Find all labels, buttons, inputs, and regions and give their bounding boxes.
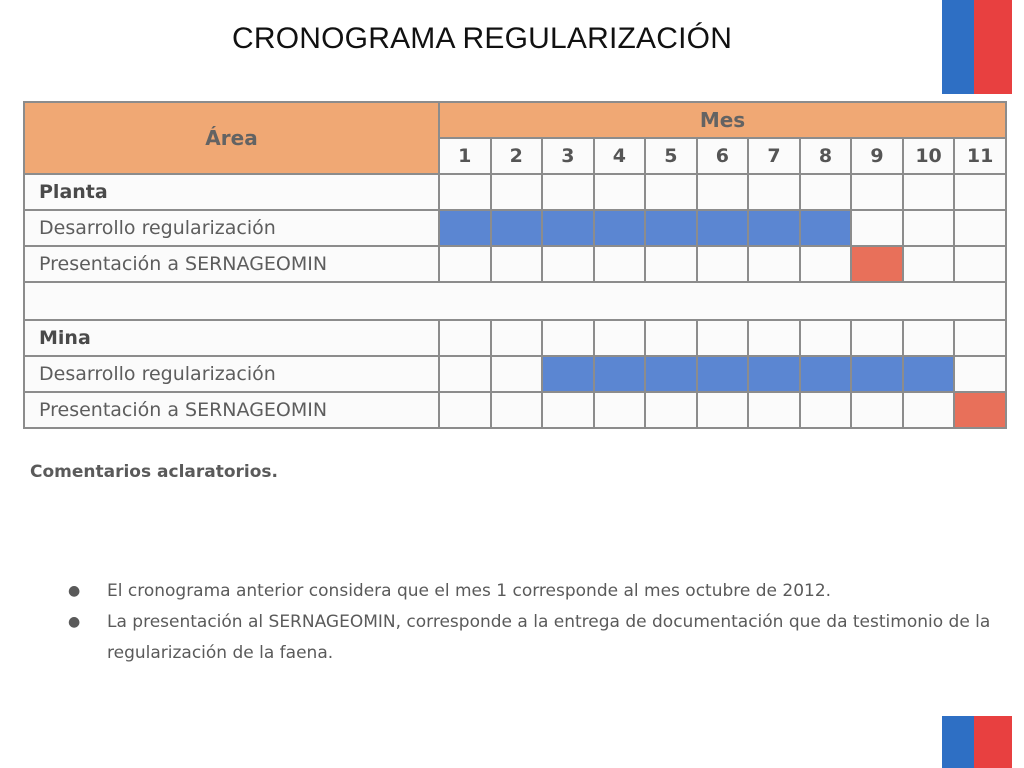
gantt-bar-cell <box>800 356 852 392</box>
month-cell <box>851 174 903 210</box>
month-cell <box>439 392 491 428</box>
month-cell <box>800 174 852 210</box>
gantt-bar-cell <box>645 356 697 392</box>
month-cell <box>954 320 1006 356</box>
month-number: 9 <box>851 138 903 174</box>
month-cell <box>748 174 800 210</box>
flag-red-stripe <box>974 0 1012 94</box>
month-cell <box>439 174 491 210</box>
month-number: 4 <box>594 138 646 174</box>
flag-logo-top <box>942 0 1012 94</box>
month-cell <box>697 392 749 428</box>
flag-blue-stripe <box>942 716 974 768</box>
month-cell <box>542 392 594 428</box>
comments-list <box>62 576 992 669</box>
month-cell <box>851 210 903 246</box>
section-label: Planta <box>24 174 439 210</box>
activity-row <box>24 356 1006 392</box>
month-cell <box>800 392 852 428</box>
activity-label: Presentación a SERNAGEOMIN <box>24 392 439 428</box>
month-cell <box>645 392 697 428</box>
activity-label: Presentación a SERNAGEOMIN <box>24 246 439 282</box>
schedule-table <box>23 101 1007 429</box>
month-cell <box>491 174 543 210</box>
month-cell <box>748 246 800 282</box>
month-number: 1 <box>439 138 491 174</box>
gantt-bar-cell <box>439 210 491 246</box>
month-cell <box>594 320 646 356</box>
comment-text: El cronograma anterior considera que el mes 1 corresponde al mes octubre de 2012. <box>107 581 832 601</box>
gantt-bar-cell <box>645 210 697 246</box>
month-cell <box>903 392 955 428</box>
month-cell <box>491 356 543 392</box>
spacer-cell <box>24 282 1006 320</box>
gantt-bar-cell <box>800 210 852 246</box>
activity-label: Desarrollo regularización <box>24 356 439 392</box>
month-cell <box>748 392 800 428</box>
month-cell <box>800 320 852 356</box>
month-cell <box>645 174 697 210</box>
month-cell <box>439 356 491 392</box>
activity-row <box>24 392 1006 428</box>
gantt-bar-cell <box>697 210 749 246</box>
month-cell <box>645 320 697 356</box>
header-row-1 <box>24 102 1006 138</box>
activity-label: Desarrollo regularización <box>24 210 439 246</box>
activity-row <box>24 246 1006 282</box>
comment-item <box>62 607 992 669</box>
mes-header: Mes <box>439 102 1006 138</box>
gantt-bar-cell <box>851 356 903 392</box>
flag-red-stripe <box>974 716 1012 768</box>
month-number: 10 <box>903 138 955 174</box>
gantt-bar-cell <box>697 356 749 392</box>
bullet-icon: ● <box>68 583 81 599</box>
month-cell <box>851 392 903 428</box>
month-cell <box>594 174 646 210</box>
comment-text: La presentación al SERNAGEOMIN, corresponde a la entrega de documentación que da testimonio de la regularización de la faena. <box>107 612 991 663</box>
section-row-mina <box>24 320 1006 356</box>
gantt-bar-cell <box>594 356 646 392</box>
month-cell <box>542 320 594 356</box>
month-number: 6 <box>697 138 749 174</box>
month-cell <box>491 246 543 282</box>
month-cell <box>542 246 594 282</box>
gantt-bar-cell <box>542 356 594 392</box>
month-cell <box>542 174 594 210</box>
comments-title: Comentarios aclaratorios. <box>30 462 279 482</box>
month-cell <box>645 246 697 282</box>
gantt-bar-cell <box>748 356 800 392</box>
month-number: 5 <box>645 138 697 174</box>
gantt-bar-cell <box>748 210 800 246</box>
month-cell <box>439 246 491 282</box>
month-cell <box>903 246 955 282</box>
bullet-icon: ● <box>68 614 81 630</box>
month-number: 8 <box>800 138 852 174</box>
month-number: 3 <box>542 138 594 174</box>
gantt-bar-cell <box>903 356 955 392</box>
month-cell <box>491 320 543 356</box>
month-cell <box>903 210 955 246</box>
gantt-bar-cell <box>851 246 903 282</box>
spacer-row <box>24 282 1006 320</box>
gantt-bar-cell <box>542 210 594 246</box>
month-cell <box>697 246 749 282</box>
month-cell <box>800 246 852 282</box>
month-cell <box>697 174 749 210</box>
area-header: Área <box>24 102 439 174</box>
month-cell <box>439 320 491 356</box>
flag-blue-stripe <box>942 0 974 94</box>
month-cell <box>903 174 955 210</box>
month-cell <box>954 210 1006 246</box>
month-cell <box>851 320 903 356</box>
page-title: CRONOGRAMA REGULARIZACIÓN <box>232 22 733 55</box>
gantt-bar-cell <box>491 210 543 246</box>
section-row-planta <box>24 174 1006 210</box>
month-cell <box>903 320 955 356</box>
month-number: 7 <box>748 138 800 174</box>
month-cell <box>954 356 1006 392</box>
month-cell <box>697 320 749 356</box>
month-number: 2 <box>491 138 543 174</box>
month-cell <box>748 320 800 356</box>
gantt-bar-cell <box>594 210 646 246</box>
month-number: 11 <box>954 138 1006 174</box>
section-label: Mina <box>24 320 439 356</box>
month-cell <box>594 392 646 428</box>
month-cell <box>954 246 1006 282</box>
flag-logo-bottom <box>942 716 1012 768</box>
month-cell <box>491 392 543 428</box>
month-cell <box>954 174 1006 210</box>
activity-row <box>24 210 1006 246</box>
gantt-bar-cell <box>954 392 1006 428</box>
month-cell <box>594 246 646 282</box>
comment-item <box>62 576 992 607</box>
